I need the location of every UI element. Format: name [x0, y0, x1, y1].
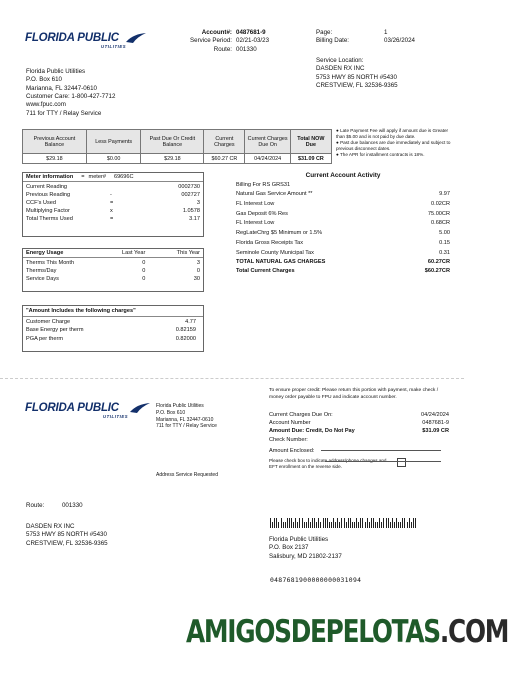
stub-logo-swoosh-icon	[129, 402, 151, 414]
meter-row-label: Total Therms Used	[26, 216, 73, 223]
service-period: 02/21-03/23	[236, 37, 270, 45]
activity-title: Current Account Activity	[305, 172, 381, 179]
stub-account-number: 0487681-9	[422, 419, 449, 426]
barcode-bar	[404, 518, 405, 528]
barcode-bar	[329, 522, 330, 528]
summary-header: Less Payments	[86, 130, 141, 154]
stub-logo-subtext: UTILITIES	[103, 414, 129, 419]
barcode-bar	[379, 518, 380, 528]
barcode-bar	[362, 518, 363, 528]
activity-label: RegLateChrg $5 Minimum or 1.5%	[236, 230, 323, 237]
barcode-bar	[388, 518, 389, 528]
barcode-bar	[304, 522, 305, 528]
barcode-bar	[373, 518, 374, 528]
meter-title: Meter information	[26, 174, 74, 180]
activity-row	[236, 239, 450, 249]
usage-header: This Year	[176, 250, 200, 256]
summary-value: $29.18	[141, 154, 204, 164]
summary-header: Current Charges Due On	[245, 130, 290, 154]
company-line: 711 for TTY / Relay Service	[26, 109, 102, 117]
barcode-bar	[291, 518, 292, 528]
stub-account-label: Account Number	[269, 419, 311, 426]
check-number-field[interactable]	[321, 445, 441, 451]
billing-date-label: Billing Date:	[316, 37, 350, 45]
barcode-bar	[335, 522, 336, 528]
barcode-bar	[274, 518, 275, 528]
amount-enclosed-label: Amount Enclosed:	[269, 448, 315, 455]
total-ng-value: 60.27CR	[427, 259, 450, 266]
barcode-bar	[295, 518, 296, 528]
summary-header: Current Charges	[204, 130, 245, 154]
charge-row	[26, 335, 200, 343]
meter-row-op: -	[110, 192, 112, 199]
barcode-bar	[341, 518, 342, 528]
activity-amount: 0.15	[439, 239, 450, 246]
meter-row-label: Previous Reading	[26, 192, 71, 199]
stub-amount-due: $31.09 CR	[422, 427, 449, 434]
barcode-bar	[293, 522, 294, 528]
barcode-bar	[333, 518, 334, 528]
service-location-line: DASDEN RX INC	[316, 65, 365, 73]
summary-value: $60.27 CR	[204, 154, 245, 164]
barcode-bar	[312, 518, 313, 528]
activity-label: FL Interest Low	[236, 220, 275, 227]
meter-row-label: Multiplying Factor	[26, 208, 70, 215]
energy-usage-box	[22, 248, 204, 292]
barcode-bar	[337, 518, 338, 528]
summary-value: $0.00	[86, 154, 141, 164]
included-charges-box	[22, 305, 204, 352]
barcode-bar	[356, 518, 357, 528]
ocr-scanline: 0487681900000000031094	[270, 576, 362, 584]
tear-line	[0, 378, 464, 379]
activity-amount: 0.68CR	[431, 220, 450, 227]
barcode-bar	[375, 522, 376, 528]
summary-header: Past Due Or Credit Balance	[141, 130, 204, 154]
watermark-suffix: .COM	[439, 614, 508, 650]
billing-date: 03/26/2024	[384, 37, 415, 45]
barcode-bar	[402, 518, 403, 528]
activity-label: Gas Deposit 6% Res	[236, 210, 288, 217]
barcode-bar	[327, 518, 328, 528]
barcode-bar	[331, 522, 332, 528]
company-line: Marianna, FL 32447-0610	[26, 84, 97, 92]
meter-number: 69696C	[113, 174, 134, 180]
stub-company-line: Marianna, FL 32447-0610	[156, 416, 214, 423]
meter-row	[26, 183, 200, 191]
remit-line: Florida Public Utilities	[269, 536, 329, 543]
barcode-bar	[346, 522, 347, 528]
total-now-due: $31.09 CR	[290, 154, 331, 164]
activity-label: Seminole County Municipal Tax	[236, 249, 314, 256]
meter-info-box	[22, 172, 204, 237]
barcode-bar	[325, 518, 326, 528]
activity-row	[236, 219, 450, 229]
meter-row-value: 0002730	[178, 184, 200, 190]
balance-summary-table	[22, 129, 332, 164]
activity-label: Florida Gross Receipts Tax	[236, 239, 304, 246]
company-logo	[25, 32, 145, 54]
summary-header: Total NOW Due	[290, 130, 331, 154]
barcode-bar	[299, 518, 300, 528]
service-location-line: 5753 HWY 85 NORTH #5430	[316, 73, 397, 81]
stub-logo-text: FLORIDA PUBLIC	[25, 402, 119, 414]
total-current-label: Total Current Charges	[236, 268, 295, 275]
barcode-bar	[398, 522, 399, 528]
stub-company-line: Florida Public Utilities	[156, 403, 204, 409]
barcode-bar	[381, 522, 382, 528]
note-item: ● The APR for installment contracts is 18%.	[336, 151, 425, 157]
usage-row	[26, 259, 200, 267]
activity-label: FL Interest Low	[236, 200, 275, 207]
barcode-bar	[352, 522, 353, 528]
activity-row	[236, 190, 450, 200]
website-link[interactable]: www.fpuc.com	[26, 101, 66, 109]
meter-row-op: =	[110, 216, 114, 223]
usage-this-year: 3	[196, 260, 200, 266]
stub-logo	[25, 402, 150, 424]
meter-label: meter#	[88, 174, 106, 180]
company-line: P.O. Box 610	[26, 76, 63, 84]
usage-last-year: 0	[142, 260, 146, 266]
barcode-bar	[283, 522, 284, 528]
charge-value: 0.82000	[175, 335, 196, 342]
stub-company-line: P.O. Box 610	[156, 409, 186, 416]
barcode-bar	[350, 518, 351, 528]
usage-row	[26, 275, 200, 283]
remit-line: Salisbury, MD 21802-2137	[269, 552, 342, 560]
meter-row-value: 1.0578	[182, 208, 200, 215]
stub-customer-line: CRESTVIEW, FL 32536-9365	[26, 539, 108, 547]
stub-route-label: Route:	[26, 502, 45, 509]
barcode-bar	[297, 522, 298, 528]
barcode-bar	[400, 522, 401, 528]
meter-row-value: 3.17	[189, 216, 200, 223]
logo-text: FLORIDA PUBLIC	[25, 32, 119, 44]
customer-care-line: Customer Care: 1-800-427-7712	[26, 93, 116, 101]
usage-row-label: Therms/Day	[26, 268, 57, 275]
stub-amount-label: Amount Due: Credit, Do Not Pay	[269, 427, 355, 434]
page-number: 1	[384, 29, 388, 36]
barcode-bar	[289, 518, 290, 528]
charge-row	[26, 318, 200, 326]
barcode-bar	[367, 518, 368, 528]
barcode-bar	[306, 522, 307, 528]
usage-row-label: Therms This Month	[26, 260, 75, 266]
remit-line: P.O. Box 2137	[269, 544, 309, 552]
charge-label: PGA per therm	[26, 335, 63, 342]
activity-subtitle: Billing For RS GRS31	[236, 182, 291, 188]
barcode-bar	[386, 518, 387, 528]
barcode-bar	[302, 518, 303, 528]
charge-row	[26, 326, 200, 334]
barcode-bar	[278, 522, 279, 528]
notes-box	[336, 128, 454, 158]
account-number: 0487681-9	[236, 29, 266, 36]
account-activity	[236, 172, 450, 276]
stub-due-label: Current Charges Due On:	[269, 412, 333, 418]
barcode-bar	[310, 522, 311, 528]
meter-row-value: 002727	[181, 192, 200, 199]
service-location-line: CRESTVIEW, FL 32536-9365	[316, 82, 398, 90]
stub-customer-line: 5753 HWY 85 NORTH #5430	[26, 531, 107, 539]
barcode-bar	[339, 522, 340, 528]
summary-value: 04/24/2024	[245, 154, 290, 164]
meter-row	[26, 207, 200, 215]
address-service-requested: Address Service Requested	[156, 472, 218, 478]
meter-row-value: 3	[196, 200, 200, 207]
barcode-bar	[394, 522, 395, 528]
usage-last-year: 0	[142, 268, 146, 275]
route-number: 001330	[236, 45, 257, 53]
stub-due-date: 04/24/2024	[421, 412, 449, 418]
postal-barcode	[270, 518, 420, 528]
route-label: Route:	[213, 45, 232, 53]
usage-header: Energy Usage	[26, 250, 64, 256]
usage-last-year: 0	[142, 276, 146, 283]
barcode-bar	[396, 518, 397, 528]
meter-row-op: x	[110, 208, 113, 215]
summary-header: Previous Account Balance	[23, 130, 87, 154]
company-line: Florida Public Utilities	[26, 68, 86, 75]
activity-amount: 0.31	[439, 249, 450, 256]
note-item: ● Late Payment Fee will apply if amount due is Greater than $5.00 and is not paid by due date.	[336, 128, 449, 139]
usage-row-label: Service Days	[26, 276, 59, 283]
barcode-bar	[407, 522, 408, 528]
barcode-bar	[411, 522, 412, 528]
barcode-bar	[281, 518, 282, 528]
total-current-value: $60.27CR	[424, 268, 450, 275]
stub-customer-line: DASDEN RX INC	[26, 523, 75, 530]
page-label: Page:	[316, 29, 333, 36]
checkbox-instructions: Please check box to indicate address/phone changes and EFT enrollment on the reverse side.	[269, 458, 387, 470]
summary-value: $29.18	[23, 154, 87, 164]
barcode-bar	[308, 518, 309, 528]
activity-row	[236, 200, 450, 210]
barcode-bar	[320, 522, 321, 528]
usage-row	[26, 267, 200, 275]
usage-header: Last Year	[121, 250, 146, 256]
activity-row	[236, 249, 450, 259]
charge-value: 0.82159	[175, 327, 196, 334]
barcode-bar	[316, 522, 317, 528]
check-number-label: Check Number:	[269, 437, 308, 444]
barcode-bar	[360, 518, 361, 528]
note-item: ● Past due balances are due immediately and subject to previous disconnect dates.	[336, 139, 451, 151]
charges-box-title: "Amount Includes the following charges"	[23, 306, 203, 317]
stub-instructions: To ensure proper credit: Please return this portion with payment, make check / money order payable to FPU and indicate account number.	[269, 388, 439, 400]
stub-company-line: 711 for TTY / Relay Service	[156, 423, 217, 430]
meter-row-label: CCF's Used	[26, 200, 56, 207]
total-ng-label: TOTAL NATURAL GAS CHARGES	[236, 259, 326, 266]
meter-eq: =	[81, 174, 85, 180]
service-location-label: Service Location:	[316, 57, 364, 64]
meter-row-op: =	[110, 200, 114, 207]
barcode-bar	[354, 522, 355, 528]
amount-enclosed-field[interactable]	[325, 456, 441, 462]
activity-amount: 5.00	[439, 230, 450, 237]
barcode-bar	[383, 518, 384, 528]
barcode-bar	[369, 522, 370, 528]
barcode-bar	[344, 518, 345, 528]
barcode-bar	[348, 518, 349, 528]
barcode-bar	[314, 518, 315, 528]
barcode-bar	[270, 518, 271, 528]
activity-amount: 9.97	[439, 191, 450, 197]
usage-this-year: 30	[193, 276, 200, 283]
meter-row	[26, 215, 200, 223]
logo-swoosh-icon	[125, 32, 147, 44]
barcode-bar	[415, 518, 416, 528]
period-label: Service Period:	[190, 37, 232, 45]
charge-label: Base Energy per therm	[26, 327, 84, 334]
barcode-bar	[409, 518, 410, 528]
charge-value: 4.77	[185, 319, 196, 325]
barcode-bar	[285, 522, 286, 528]
barcode-bar	[276, 518, 277, 528]
barcode-bar	[413, 518, 414, 528]
activity-label: Natural Gas Service Amount **	[236, 191, 313, 197]
meter-row-op	[110, 183, 140, 191]
activity-amount: 75.00CR	[427, 210, 450, 217]
logo-subtext: UTILITIES	[101, 44, 127, 49]
barcode-bar	[287, 518, 288, 528]
barcode-bar	[390, 522, 391, 528]
barcode-bar	[323, 518, 324, 528]
barcode-bar	[365, 522, 366, 528]
activity-row	[236, 229, 450, 239]
meter-row	[26, 199, 200, 207]
barcode-bar	[377, 522, 378, 528]
charge-label: Customer Charge	[26, 319, 71, 325]
stub-route-number: 001330	[61, 502, 83, 509]
meter-row	[26, 191, 200, 199]
watermark	[186, 614, 508, 650]
meter-row-label: Current Reading	[26, 184, 68, 190]
account-label: Account#:	[201, 29, 232, 36]
activity-amount: 0.02CR	[431, 200, 450, 207]
barcode-bar	[318, 518, 319, 528]
barcode-bar	[358, 522, 359, 528]
watermark-text: AMIGOSDEPELOTAS	[186, 614, 440, 650]
barcode-bar	[392, 518, 393, 528]
usage-this-year: 0	[196, 268, 200, 275]
barcode-bar	[272, 522, 273, 528]
barcode-bar	[371, 518, 372, 528]
activity-row	[236, 210, 450, 220]
